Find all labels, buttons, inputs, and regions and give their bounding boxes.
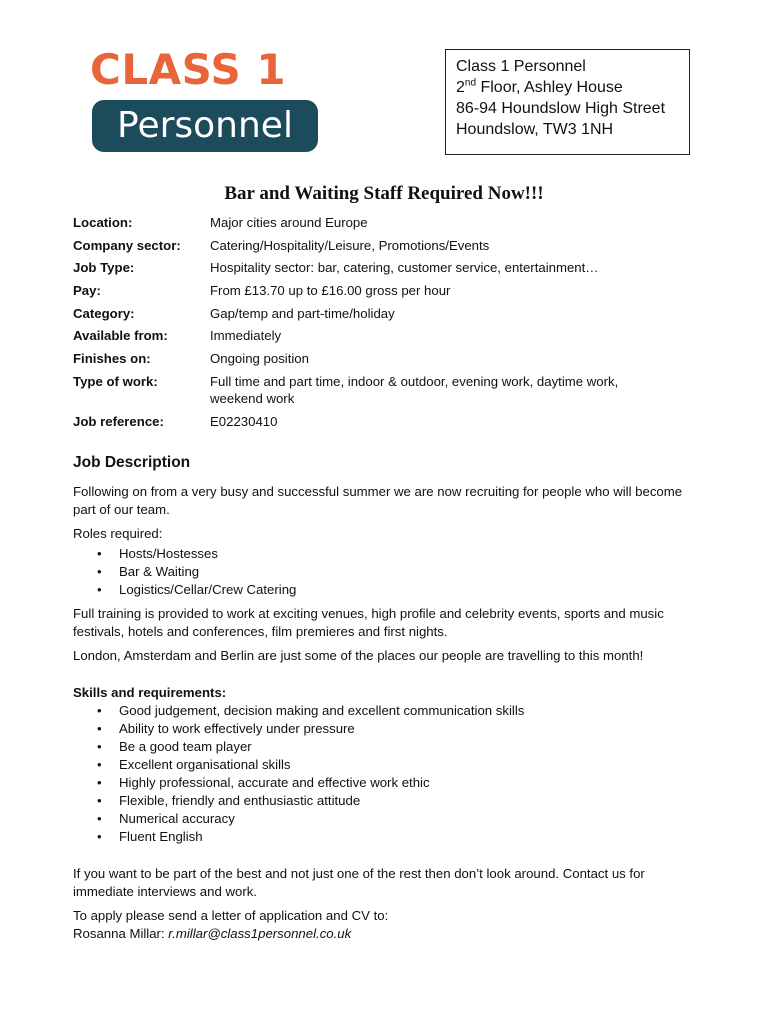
list-item: • Bar & Waiting — [119, 563, 693, 581]
detail-value: Full time and part time, indoor & outdoor, evening work, daytime work, weekend work — [210, 373, 619, 406]
description-heading: Job Description — [73, 454, 191, 471]
contact-email[interactable]: r.millar@class1personnel.co.uk — [168, 926, 352, 941]
detail-row — [73, 305, 693, 322]
list-item: • Good judgement, decision making and excellent communication skills — [119, 702, 693, 720]
detail-row — [73, 350, 693, 367]
job-description — [73, 453, 693, 949]
logo-bar — [92, 100, 318, 152]
detail-label: Type of work: — [73, 373, 158, 389]
logo-bottom-text: Personnel — [117, 105, 293, 146]
floor-rest: Floor, Ashley House — [476, 79, 623, 96]
contact-line — [73, 925, 693, 943]
list-item: • Numerical accuracy — [119, 810, 693, 828]
detail-value: Hospitality sector: bar, catering, customer service, entertainment… — [210, 260, 599, 276]
address-line-3: 86-94 Houndslow High Street — [456, 100, 666, 117]
list-item: • Excellent organisational skills — [119, 756, 693, 774]
list-item: • Logistics/Cellar/Crew Catering — [119, 581, 693, 599]
job-details — [73, 214, 693, 435]
detail-value: Immediately — [210, 328, 282, 344]
list-item: • Ability to work effectively under pressure — [119, 720, 693, 738]
skills-list — [73, 702, 693, 846]
contact-name: Rosanna Millar: — [73, 926, 169, 941]
detail-row — [73, 373, 693, 407]
address-line-1: Class 1 Personnel — [456, 58, 586, 75]
detail-row — [73, 282, 693, 299]
detail-value: Gap/temp and part-time/holiday — [210, 305, 395, 321]
spacer — [73, 671, 693, 684]
detail-label: Pay: — [73, 283, 101, 299]
job-title: Bar and Waiting Staff Required Now!!! — [224, 183, 544, 204]
apply-text: To apply please send a letter of application and CV to: — [73, 908, 389, 923]
roles-label: Roles required: — [73, 526, 163, 541]
list-item: • Flexible, friendly and enthusiastic attitude — [119, 792, 693, 810]
detail-row — [73, 413, 693, 430]
detail-value: Ongoing position — [210, 351, 309, 367]
detail-row — [73, 259, 693, 276]
closing-text: If you want to be part of the best and not just one of the rest then don’t look around. Contact us for immediate interviews and work. — [73, 866, 645, 899]
list-item: • Fluent English — [119, 828, 693, 846]
address-line-2 — [456, 77, 679, 98]
training-text: Full training is provided to work at exciting venues, high profile and celebrity events, sports and music festivals, hotels and conferences, film premieres and first nights. — [73, 606, 664, 639]
detail-label: Category: — [73, 305, 135, 321]
address-box — [445, 49, 690, 155]
detail-value: From £13.70 up to £16.00 gross per hour — [210, 283, 451, 299]
detail-value: Major cities around Europe — [210, 215, 368, 230]
list-item: • Hosts/Hostesses — [119, 545, 693, 563]
list-item: • Highly professional, accurate and effective work ethic — [119, 774, 693, 792]
floor-number: 2 — [456, 79, 465, 96]
company-logo — [86, 44, 322, 156]
detail-label: Location: — [73, 215, 133, 230]
detail-label: Finishes on: — [73, 351, 151, 367]
detail-label: Available from: — [73, 328, 168, 344]
roles-list — [73, 545, 693, 599]
detail-row — [73, 214, 693, 231]
spacer — [73, 852, 693, 865]
skills-heading: Skills and requirements: — [73, 685, 227, 700]
detail-label: Company sector: — [73, 237, 181, 253]
detail-label: Job reference: — [73, 413, 164, 429]
detail-value: E02230410 — [210, 413, 278, 429]
logo-top-text: CLASS 1 — [90, 45, 287, 94]
detail-row — [73, 327, 693, 344]
description-intro: Following on from a very busy and successful summer we are now recruiting for people who will become part of our team. — [73, 484, 683, 517]
floor-suffix: nd — [464, 77, 477, 89]
detail-row — [73, 237, 693, 254]
detail-label: Job Type: — [73, 260, 135, 276]
places-text: London, Amsterdam and Berlin are just some of the places our people are travelling to this month! — [73, 648, 644, 663]
detail-value: Catering/Hospitality/Leisure, Promotions/Events — [210, 237, 490, 253]
list-item: • Be a good team player — [119, 738, 693, 756]
address-line-4: Houndslow, TW3 1NH — [456, 121, 614, 138]
